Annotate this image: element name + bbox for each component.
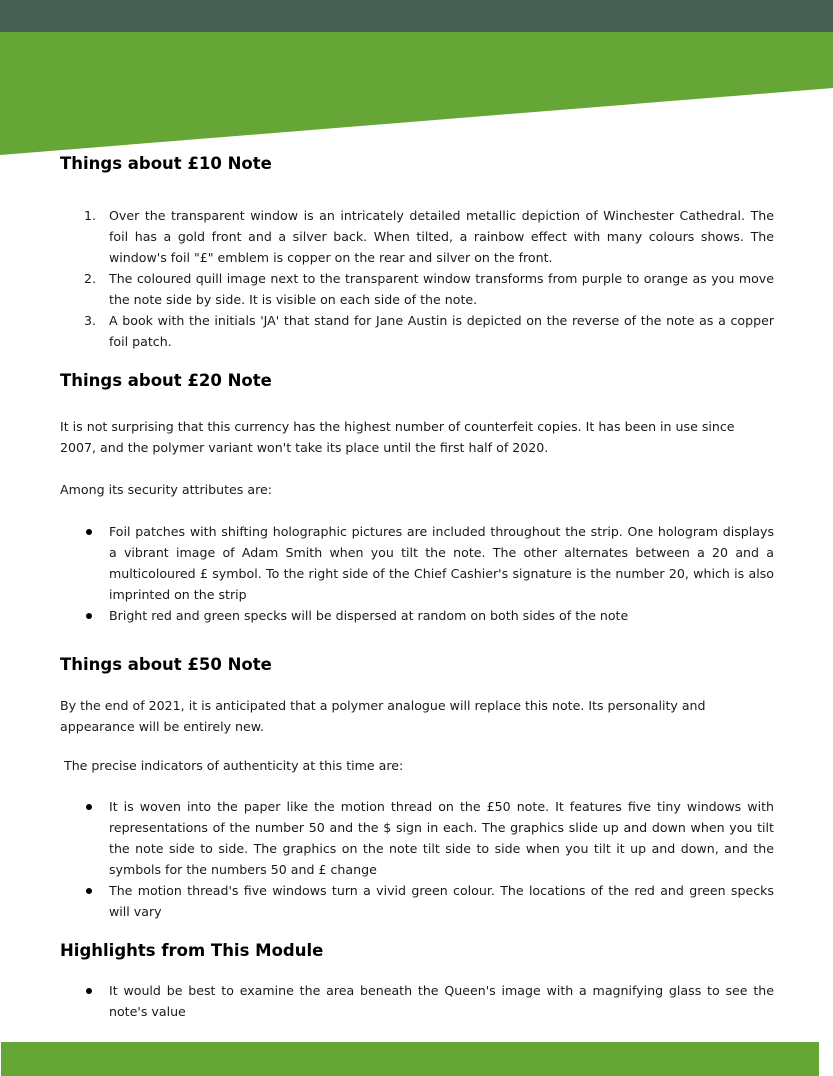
bullet-dot bbox=[86, 613, 92, 619]
paragraph-20-intro: It is not surprising that this currency has the highest number of counterfeit copies. It has been in use since 2007, and the polymer variant won't take its place until the first half of 2020. bbox=[60, 419, 735, 455]
heading-50-note: Things about £50 Note bbox=[60, 655, 272, 674]
list-10-note bbox=[60, 205, 774, 352]
heading-10-note: Things about £10 Note bbox=[60, 154, 272, 173]
header-green-wedge bbox=[0, 32, 833, 156]
bullets-highlights bbox=[60, 980, 774, 1022]
document-body bbox=[60, 152, 774, 1022]
paragraph-20-lead: Among its security attributes are: bbox=[60, 482, 272, 497]
list-item bbox=[60, 980, 774, 1022]
list-number: 2. bbox=[84, 271, 97, 286]
list-item bbox=[60, 205, 774, 268]
bullet-dot bbox=[86, 529, 92, 535]
footer-green-band bbox=[1, 1042, 819, 1076]
bullet-dot bbox=[86, 988, 92, 994]
list-number: 3. bbox=[84, 313, 97, 328]
bullets-20-note bbox=[60, 521, 774, 626]
list-item-text: Bright red and green specks will be dispersed at random on both sides of the note bbox=[109, 608, 629, 623]
list-item-text: The motion thread's five windows turn a vivid green colour. The locations of the red and green specks will vary bbox=[109, 883, 774, 919]
paragraph-50-intro: By the end of 2021, it is anticipated that a polymer analogue will replace this note. Its personality and appearance will be entirely new. bbox=[60, 698, 706, 734]
list-item bbox=[60, 605, 774, 626]
list-item-text: It is woven into the paper like the motion thread on the £50 note. It features five tiny windows with representations of the number 50 and the $ sign in each. The graphics slide up and down when you tilt the note side to side. The graphics on the note tilt side to side when you tilt it up and down, and the symbols for the numbers 50 and £ change bbox=[109, 799, 774, 877]
bullet-dot bbox=[86, 888, 92, 894]
header-dark-band bbox=[0, 0, 833, 32]
list-item-text: Over the transparent window is an intricately detailed metallic depiction of Winchester Cathedral. The foil has a gold front and a silver back. When tilted, a rainbow effect with many colours shows. The window's foil "£" emblem is copper on the rear and silver on the front. bbox=[109, 208, 774, 265]
list-item bbox=[60, 796, 774, 880]
bullets-50-note bbox=[60, 796, 774, 922]
list-item-text: It would be best to examine the area beneath the Queen's image with a magnifying glass to see the note's value bbox=[109, 983, 774, 1019]
bullet-dot bbox=[86, 804, 92, 810]
heading-20-note: Things about £20 Note bbox=[60, 371, 272, 390]
paragraph-50-lead: The precise indicators of authenticity at this time are: bbox=[64, 758, 404, 773]
list-item-text: Foil patches with shifting holographic pictures are included throughout the strip. One hologram displays a vibrant image of Adam Smith when you tilt the note. The other alternates between a 20 and a multicoloured £ symbol. To the right side of the Chief Cashier's signature is the number 20, which is also imprinted on the strip bbox=[109, 524, 774, 602]
list-item bbox=[60, 310, 774, 352]
list-item-text: The coloured quill image next to the transparent window transforms from purple to orange as you move the note side by side. It is visible on each side of the note. bbox=[109, 271, 774, 307]
list-item bbox=[60, 521, 774, 605]
list-item-text: A book with the initials 'JA' that stand for Jane Austin is depicted on the reverse of the note as a copper foil patch. bbox=[109, 313, 774, 349]
list-item bbox=[60, 268, 774, 310]
list-item bbox=[60, 880, 774, 922]
heading-highlights: Highlights from This Module bbox=[60, 941, 324, 960]
list-number: 1. bbox=[84, 208, 97, 223]
